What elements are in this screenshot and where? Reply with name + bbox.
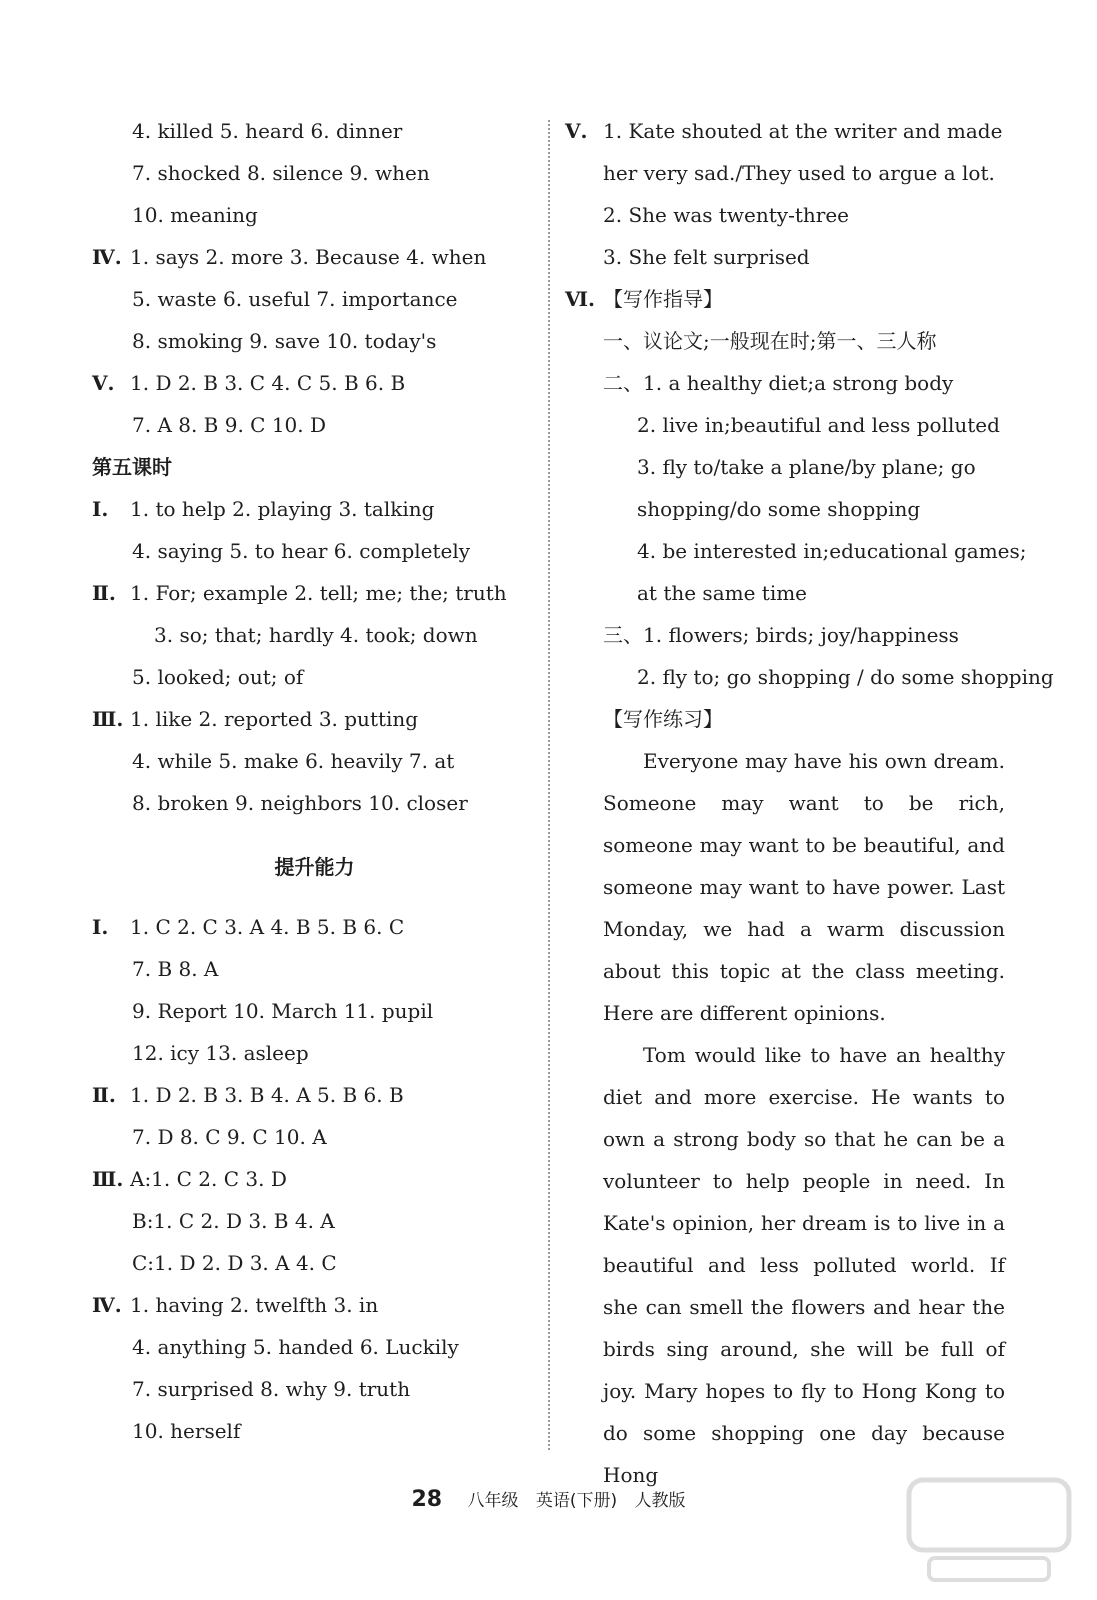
- answer-text: 7. surprised 8. why 9. truth: [132, 1377, 411, 1401]
- roman-numeral: Ⅳ.: [92, 1293, 122, 1317]
- answer-text: shopping/do some shopping: [637, 497, 921, 521]
- answer-line: [92, 782, 537, 824]
- roman-numeral: Ⅳ.: [92, 245, 122, 269]
- answer-text: 8. broken 9. neighbors 10. closer: [132, 791, 468, 815]
- answer-text: 1. says 2. more 3. Because 4. when: [130, 245, 487, 269]
- answer-line: [92, 990, 537, 1032]
- answer-line: [92, 906, 537, 948]
- answer-line: [565, 320, 1005, 362]
- answer-line: [92, 110, 537, 152]
- answer-text: C:1. D 2. D 3. A 4. C: [132, 1251, 337, 1275]
- answer-line: [565, 404, 1005, 446]
- roman-numeral: Ⅴ.: [92, 371, 115, 395]
- answer-line: [565, 362, 1005, 404]
- lesson-heading: [92, 446, 537, 488]
- roman-numeral: Ⅴ.: [565, 119, 588, 143]
- essay-paragraph: Everyone may have his own dream. Someone may want to be rich, someone may want to be beautiful, and someone may want to have power. Last Monday, we had a warm discussion about this topic at the class meeting. Here are different opinions.: [603, 749, 1005, 1025]
- answer-text: 1. D 2. B 3. B 4. A 5. B 6. B: [130, 1083, 404, 1107]
- answer-text: 8. smoking 9. save 10. today's: [132, 329, 437, 353]
- roman-numeral: Ⅲ.: [92, 1167, 124, 1191]
- answer-line: [565, 572, 1005, 614]
- answer-line: [92, 614, 537, 656]
- answer-text: 4. anything 5. handed 6. Luckily: [132, 1335, 459, 1359]
- essay-paragraph: Tom would like to have an healthy diet and more exercise. He wants to own a strong body so that he can be a volunteer to help people in need. In Kate's opinion, her dream is to live in a beautiful and less polluted world. If she can smell the flowers and hear the birds sing around, she will be full of joy. Mary hopes to fly to Hong Kong to do some shopping one day because Hong: [603, 1043, 1005, 1487]
- answer-line: [565, 194, 1005, 236]
- answer-line: [92, 320, 537, 362]
- answer-line: [92, 1200, 537, 1242]
- answer-line: [565, 614, 1005, 656]
- answer-text: 1. having 2. twelfth 3. in: [130, 1293, 379, 1317]
- answer-text: A:1. C 2. C 3. D: [130, 1167, 287, 1191]
- right-lines: [565, 110, 1054, 740]
- answer-text: 1. Kate shouted at the writer and made: [603, 119, 1003, 143]
- answer-text: 【写作指导】: [603, 287, 723, 311]
- answer-text: 1. to help 2. playing 3. talking: [130, 497, 435, 521]
- answer-text: 3. fly to/take a plane/by plane; go: [637, 455, 976, 479]
- answer-text: 【写作练习】: [603, 707, 723, 731]
- answer-line: [565, 656, 1054, 698]
- answer-line: [92, 1074, 537, 1116]
- answer-line: [92, 1116, 537, 1158]
- answer-text: 5. waste 6. useful 7. importance: [132, 287, 458, 311]
- answer-text: her very sad./They used to argue a lot.: [603, 161, 995, 185]
- answer-line: [565, 446, 1005, 488]
- answer-line: [565, 110, 1005, 152]
- answer-text: 3. so; that; hardly 4. took; down: [154, 623, 478, 647]
- answer-text: 4. while 5. make 6. heavily 7. at: [132, 749, 455, 773]
- answer-line: [92, 698, 537, 740]
- answer-line: [92, 488, 537, 530]
- answer-text: 4. be interested in;educational games;: [637, 539, 1027, 563]
- watermark-logo-icon: [899, 1470, 1079, 1590]
- answer-text: 第五课时: [92, 455, 172, 479]
- answer-text: 2. fly to; go shopping / do some shopping: [637, 665, 1054, 689]
- answer-line: [92, 236, 537, 278]
- answer-text: 1. D 2. B 3. C 4. C 5. B 6. B: [130, 371, 406, 395]
- answer-line: [565, 236, 1005, 278]
- answer-text: at the same time: [637, 581, 808, 605]
- answer-line: [92, 152, 537, 194]
- page-number: 28: [411, 1487, 443, 1512]
- answer-text: 10. meaning: [132, 203, 258, 227]
- answer-text: 12. icy 13. asleep: [132, 1041, 309, 1065]
- essay: [565, 740, 1005, 1496]
- answer-line: [565, 152, 1005, 194]
- answer-text: 9. Report 10. March 11. pupil: [132, 999, 434, 1023]
- roman-numeral: Ⅰ.: [92, 915, 109, 939]
- answer-line: [92, 656, 537, 698]
- answer-text: 4. saying 5. to hear 6. completely: [132, 539, 471, 563]
- column-divider: [548, 120, 550, 1450]
- answer-line: [565, 530, 1027, 572]
- left-column: [92, 110, 537, 1452]
- roman-numeral: Ⅱ.: [92, 1083, 116, 1107]
- roman-numeral: Ⅱ.: [92, 581, 116, 605]
- answer-line: [92, 1284, 537, 1326]
- answer-text: 4. killed 5. heard 6. dinner: [132, 119, 403, 143]
- answer-text: 1. For; example 2. tell; me; the; truth: [130, 581, 507, 605]
- answer-text: 二、1. a healthy diet;a strong body: [603, 371, 954, 395]
- answer-line: [565, 488, 1005, 530]
- edition-label: 人教版: [634, 1491, 686, 1511]
- subject-label: 英语(下册): [535, 1491, 618, 1511]
- answer-line: [565, 698, 1005, 740]
- answer-text: 7. shocked 8. silence 9. when: [132, 161, 430, 185]
- answer-line: [92, 278, 537, 320]
- answer-text: 2. live in;beautiful and less polluted: [637, 413, 1000, 437]
- answer-line: [92, 530, 537, 572]
- answer-text: 三、1. flowers; birds; joy/happiness: [603, 623, 959, 647]
- answer-text: 提升能力: [274, 855, 355, 879]
- answer-line: [92, 1242, 537, 1284]
- answer-line: [92, 740, 537, 782]
- roman-numeral: Ⅲ.: [92, 707, 124, 731]
- answer-text: 7. D 8. C 9. C 10. A: [132, 1125, 327, 1149]
- answer-line: [92, 362, 537, 404]
- answer-line: [92, 572, 537, 614]
- answer-line: [92, 404, 537, 446]
- answer-line: [92, 948, 537, 990]
- answer-text: 1. C 2. C 3. A 4. B 5. B 6. C: [130, 915, 405, 939]
- grade-label: 八年级: [467, 1491, 519, 1511]
- right-column: [565, 110, 1054, 1496]
- answer-line: [92, 1158, 537, 1200]
- section-heading: [92, 846, 537, 888]
- answer-text: 5. looked; out; of: [132, 665, 304, 689]
- answer-text: 7. A 8. B 9. C 10. D: [132, 413, 327, 437]
- answer-text: 2. She was twenty-three: [603, 203, 849, 227]
- answer-text: B:1. C 2. D 3. B 4. A: [132, 1209, 335, 1233]
- answer-text: 1. like 2. reported 3. putting: [130, 707, 419, 731]
- answer-line: [92, 1410, 537, 1452]
- answer-line: [92, 1368, 537, 1410]
- answer-text: 3. She felt surprised: [603, 245, 810, 269]
- answer-line: [92, 194, 537, 236]
- answer-line: [92, 1326, 537, 1368]
- answer-text: 10. herself: [132, 1419, 241, 1443]
- answer-line: [92, 1032, 537, 1074]
- roman-numeral: Ⅰ.: [92, 497, 109, 521]
- answer-text: 一、议论文;一般现在时;第一、三人称: [603, 329, 937, 353]
- answer-text: 7. B 8. A: [132, 957, 219, 981]
- roman-numeral: Ⅵ.: [565, 287, 595, 311]
- answer-line: [565, 278, 1005, 320]
